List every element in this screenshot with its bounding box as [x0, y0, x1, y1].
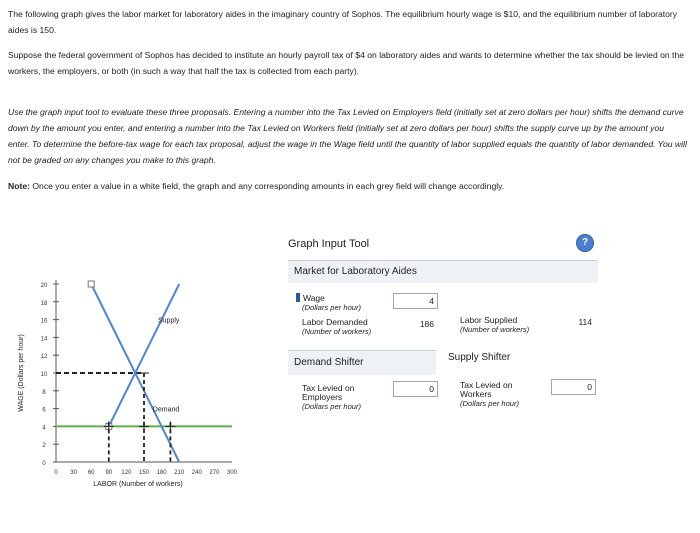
x-tick-label: 300	[226, 470, 238, 476]
intro-paragraph-2: Suppose the federal government of Sophos has decided to institute an hourly payroll tax of $4 on laboratory aides and wants to determine whether the tax should be levied on the workers, the employers, or both (in such a way that half the tax is collected from each party).	[8, 50, 684, 76]
tax-employers-input[interactable]: 0	[393, 381, 438, 397]
tax-employers-label-1: Tax Levied on	[302, 383, 355, 393]
note-paragraph	[8, 178, 688, 194]
y-tick-label: 8	[42, 389, 46, 396]
y-tick-label: 10	[40, 372, 48, 378]
tax-workers-label-1: Tax Levied on	[460, 380, 513, 390]
note-label: Note:	[8, 181, 30, 191]
x-tick-label: 90	[105, 470, 113, 476]
x-axis-label: LABOR (Number of workers)	[93, 481, 183, 488]
x-tick-label: 180	[156, 470, 167, 476]
help-icon[interactable]: ?	[576, 234, 594, 252]
tax-employers-unit: (Dollars per hour)	[302, 402, 362, 411]
wage-marker-icon	[296, 293, 300, 302]
instructions-paragraph: Use the graph input tool to evaluate these three proposals. Entering a number into the Tax Levied on Employers field (initially set at zero dollars per hour) shifts the demand curve down by the amount you enter, and entering a number into the Tax Levied on Workers field (initially set at zero dollars per hour) shifts the supply curve up by the amount you enter. To determine the before-tax wage for each tax proposal, adjust the wage in the Wage field until the quantity of labor supplied equals the quantity of labor demanded. You will not be graded on any changes you make to this graph.	[8, 107, 687, 165]
labor-demanded-label: Labor Demanded	[302, 317, 368, 327]
y-tick-label: 6	[42, 407, 46, 414]
wage-label: Wage	[303, 293, 325, 303]
labor-supplied-unit: (Number of workers)	[460, 325, 530, 334]
labor-demanded-unit: (Number of workers)	[302, 327, 372, 336]
y-tick-label: 14	[40, 336, 48, 343]
tax-workers-block	[460, 381, 519, 408]
tax-workers-input[interactable]: 0	[551, 379, 596, 395]
series-line-supply	[109, 284, 179, 426]
y-tick-label: 0	[42, 461, 46, 467]
note-text: Once you enter a value in a white field, the graph and any corresponding amounts in each grey field will change accordingly.	[29, 181, 505, 191]
labor-demanded-block	[302, 318, 371, 336]
y-tick-label: 20	[40, 283, 48, 289]
y-tick-label: 18	[40, 300, 48, 307]
supply-label: Supply	[158, 317, 180, 325]
x-tick-label: 210	[174, 470, 185, 476]
labor-market-chart[interactable]	[0, 200, 270, 500]
tax-employers-label-2: Employers	[302, 392, 343, 402]
tax-workers-label-2: Workers	[460, 389, 492, 399]
labor-supplied-block	[460, 316, 529, 334]
labor-demanded-value: 186	[419, 319, 434, 329]
y-tick-label: 12	[40, 354, 48, 361]
x-tick-label: 30	[70, 470, 77, 476]
x-tick-label: 120	[121, 470, 132, 476]
wage-input[interactable]: 4	[393, 293, 438, 309]
x-tick-label: 270	[209, 470, 220, 476]
x-tick-label: 0	[54, 470, 58, 476]
tax-employers-block	[302, 384, 361, 411]
tool-title: Graph Input Tool	[288, 238, 370, 250]
tax-workers-unit: (Dollars per hour)	[460, 399, 520, 408]
x-tick-label: 60	[87, 470, 95, 476]
wage-label-block	[296, 293, 361, 312]
labor-supplied-label: Labor Supplied	[460, 315, 518, 325]
series-handle	[88, 281, 94, 287]
intro-paragraph-1: The following graph gives the labor market for laboratory aides in the imaginary country of Sophos. The equilibrium hourly wage is $10, and the equilibrium number of laboratory aides is 150.	[8, 9, 678, 35]
supply-shifter-title: Supply Shifter	[448, 352, 511, 363]
demand-shifter-header	[288, 350, 436, 375]
demand-shifter-title: Demand Shifter	[294, 357, 364, 368]
demand-label: Demand	[152, 406, 180, 414]
y-tick-label: 2	[42, 443, 46, 450]
y-tick-label: 16	[40, 318, 48, 325]
wage-unit: (Dollars per hour)	[302, 303, 362, 312]
market-header	[288, 260, 598, 283]
market-title: Market for Laboratory Aides	[294, 266, 417, 277]
x-tick-label: 240	[191, 470, 202, 476]
labor-supplied-value: 114	[578, 317, 592, 327]
y-tick-label: 4	[42, 425, 46, 432]
y-axis-label: WAGE (Dollars per hour)	[18, 334, 25, 412]
x-tick-label: 150	[138, 470, 150, 476]
